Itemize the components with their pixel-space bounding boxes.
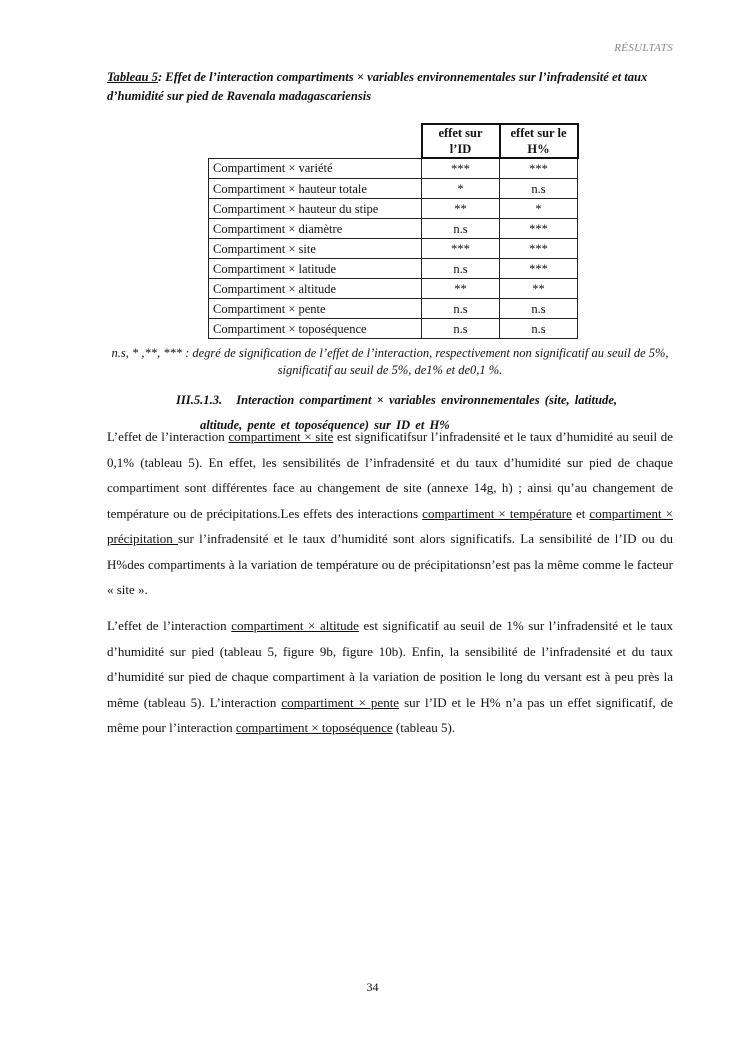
header-h: effet sur le H% xyxy=(500,124,578,158)
effect-id-cell: *** xyxy=(422,158,500,179)
effect-h-cell: * xyxy=(500,199,578,219)
paragraph-1 xyxy=(107,424,673,603)
text-segment: L’effet de l’interaction xyxy=(107,429,229,444)
effect-h-cell: *** xyxy=(500,259,578,279)
row-label: Compartiment × latitude xyxy=(209,259,422,279)
section-number: III.5.1.3. xyxy=(176,393,223,407)
underlined-term: compartiment × altitude xyxy=(231,618,359,633)
text-segment: L’effet de l’interaction xyxy=(107,618,232,633)
effect-id-cell: ** xyxy=(422,199,500,219)
row-label: Compartiment × site xyxy=(209,239,422,259)
table-note: n.s, * ,**, *** : degré de signification de l’effet de l’interaction, respectivement non significatif au seuil de 5%, significatif au seuil de 5%, de1% et de0,1 %. xyxy=(111,346,669,377)
effect-id-cell: n.s xyxy=(422,299,500,319)
section-title-line1: Interaction compartiment × variables environnementales (site, latitude, xyxy=(236,393,618,407)
results-table xyxy=(208,123,579,339)
table-row xyxy=(209,179,578,199)
table-row xyxy=(209,219,578,239)
text-segment: sur l’infradensité et le taux d’humidité sont alors significatifs. La sensibilité de l’ID ou du H%des compartiments à la variation de température ou de précipitationsn’est pas la même comme le facteur « site ». xyxy=(107,531,673,597)
effect-h-cell: n.s xyxy=(500,179,578,199)
table-row xyxy=(209,259,578,279)
table-row xyxy=(209,279,578,299)
text-segment: sur l’ID et le H% n’a pas un effet significatif, de même pour l’interaction xyxy=(107,694,674,735)
effect-h-cell: *** xyxy=(500,239,578,259)
paragraph-2 xyxy=(107,613,673,741)
underlined-term: compartiment × pente xyxy=(281,694,400,710)
effect-id-cell: n.s xyxy=(422,319,500,339)
underlined-term: compartiment × toposéquence xyxy=(235,720,393,735)
effect-id-cell: * xyxy=(422,179,500,199)
text-segment: est significatif au seuil de 1% sur l’infradensité et le taux d’humidité sur pied (tableau 5, figure 9b, figure 10b). Enfin, la sensibilité de l’infradensité et du taux d’humidité sur pied de chaque compartiment à la variation de position le long du versant est à peu près la même (tableau 5). L’interaction xyxy=(107,618,673,710)
caption-label: Tableau 5 xyxy=(107,70,158,84)
row-label: Compartiment × toposéquence xyxy=(209,319,422,339)
row-label: Compartiment × altitude xyxy=(209,279,422,299)
effect-h-cell: *** xyxy=(500,158,578,179)
text-segment: est significatifsur l’infradensité et le taux d’humidité au seuil de 0,1% (tableau 5). En effet, les sensibilités de l’infradensité et du taux d’humidité sur pied de chaque compartiment sont différentes face au changement de site (annexe 14g, h) ; ainsi qu’au changement de température ou de précipitations.Les effets des interactions xyxy=(107,429,674,521)
table-row xyxy=(209,319,578,339)
effect-h-cell: n.s xyxy=(500,319,578,339)
table-row xyxy=(209,299,578,319)
underlined-term: compartiment × température xyxy=(422,505,572,521)
effect-h-cell: *** xyxy=(500,219,578,239)
row-label: Compartiment × variété xyxy=(209,158,422,179)
row-label: Compartiment × diamètre xyxy=(209,219,422,239)
header-id: effet sur l’ID xyxy=(422,124,500,158)
effect-h-cell: ** xyxy=(500,279,578,299)
page-number: 34 xyxy=(366,980,379,994)
caption-text: : Effet de l’interaction compartiments × variables environnementales sur l’infradensité et taux d’humidité sur pied de Ravenala madagascariensis xyxy=(107,70,648,103)
row-label: Compartiment × hauteur du stipe xyxy=(209,199,422,219)
row-label: Compartiment × hauteur totale xyxy=(209,179,422,199)
effect-id-cell: ** xyxy=(422,279,500,299)
effect-id-cell: *** xyxy=(422,239,500,259)
effect-h-cell: n.s xyxy=(500,299,578,319)
underlined-term: compartiment × précipitation xyxy=(107,505,674,546)
table-header-row xyxy=(209,124,578,158)
text-segment: (tableau 5). xyxy=(392,720,456,735)
table-row xyxy=(209,239,578,259)
effect-id-cell: n.s xyxy=(422,219,500,239)
text-segment: et xyxy=(571,505,590,521)
running-header: RÉSULTATS xyxy=(614,42,673,54)
table-row xyxy=(209,158,578,179)
row-label: Compartiment × pente xyxy=(209,299,422,319)
table-row xyxy=(209,199,578,219)
table-caption xyxy=(107,68,677,106)
effect-id-cell: n.s xyxy=(422,259,500,279)
underlined-term: compartiment × site xyxy=(228,429,334,444)
section-title-line2: altitude, pente et toposéquence) sur ID et H% xyxy=(200,418,450,432)
